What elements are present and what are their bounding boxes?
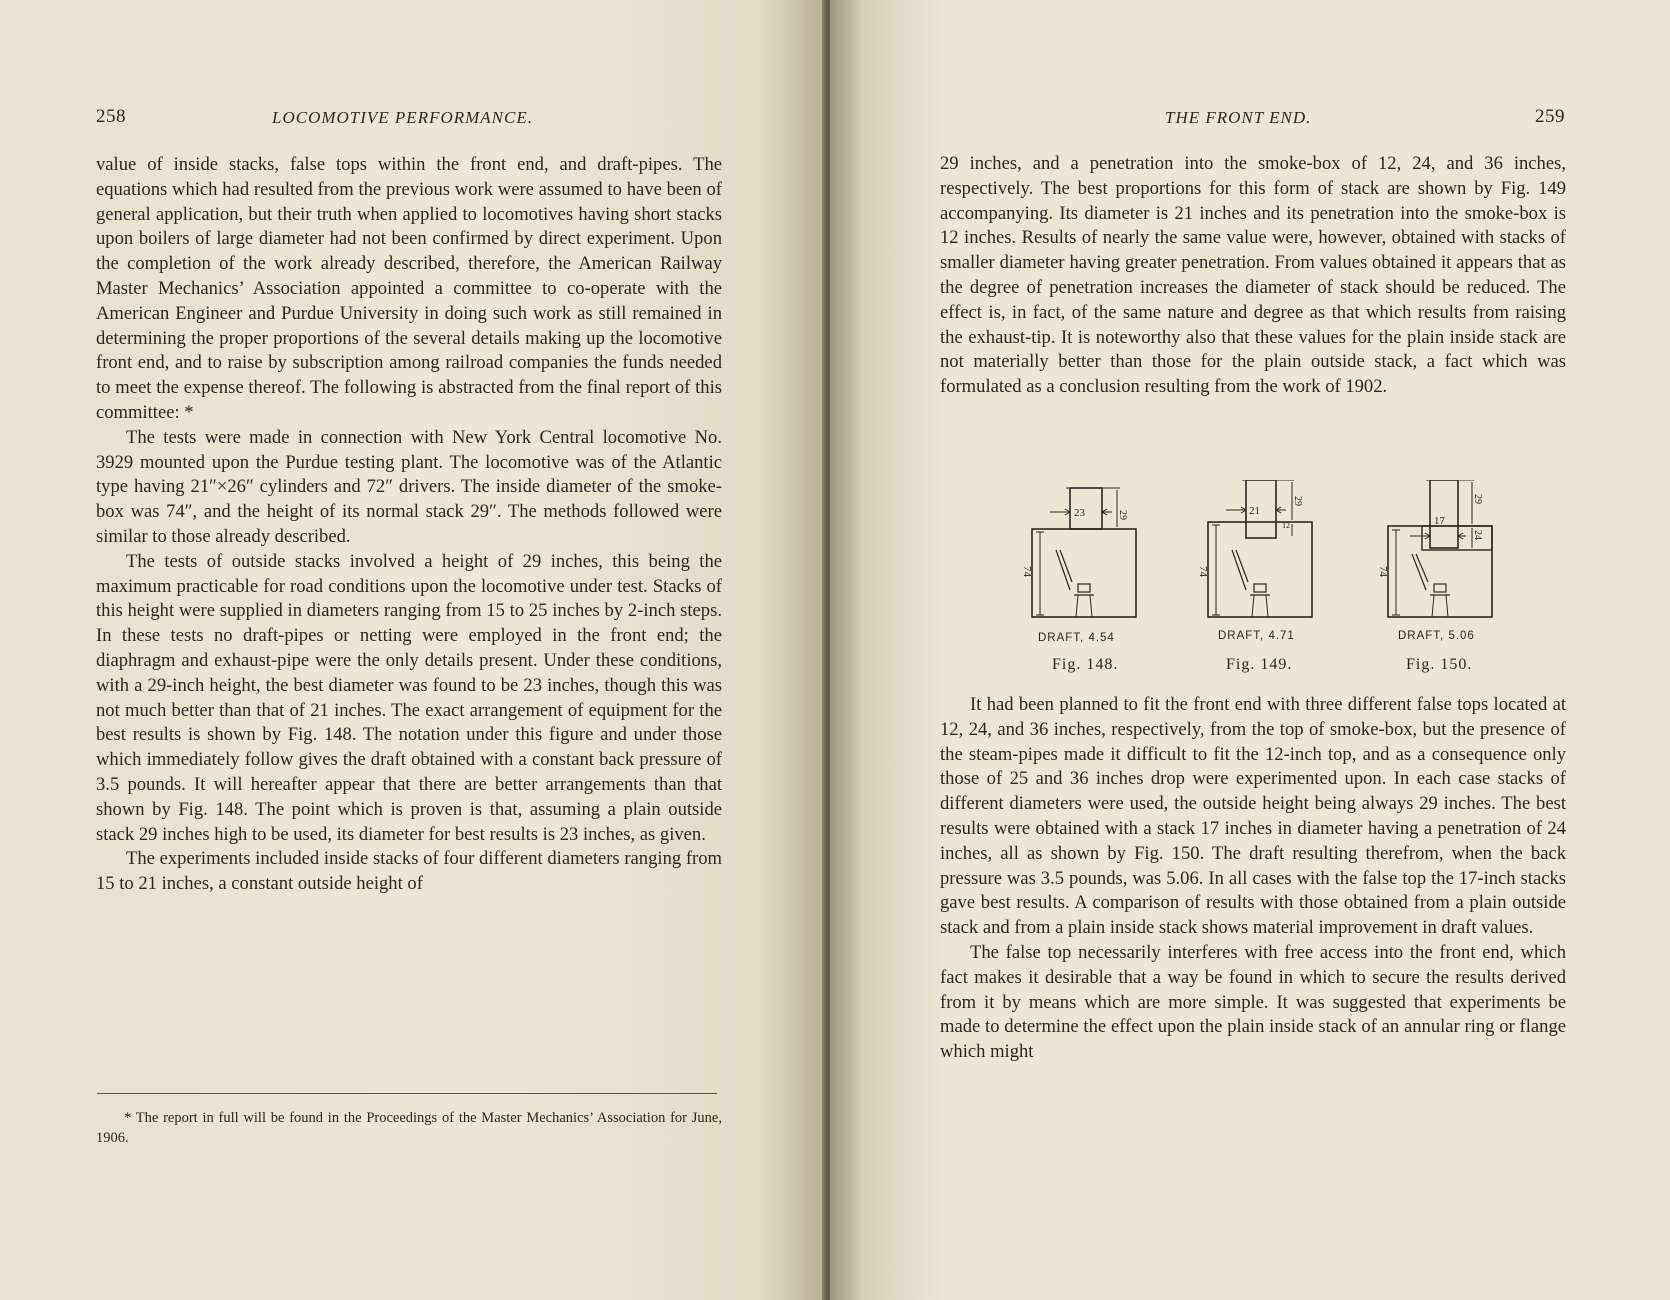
- right-page-number: 259: [1535, 106, 1565, 127]
- fig-149-height-label: 29: [1292, 496, 1303, 506]
- left-paragraph-4: The experiments included inside stacks of four different diameters ranging from 15 to 21 inches, a constant outside height of: [96, 848, 722, 895]
- left-body-text: [96, 153, 722, 897]
- fig-148-smokebox: [1032, 529, 1136, 617]
- fig-149-box-label: 74: [1197, 566, 1209, 577]
- fig-149-smokebox: [1208, 522, 1312, 617]
- right-running-title: THE FRONT END.: [1165, 108, 1312, 127]
- right-paragraph-2: It had been planned to fit the front end with three different false tops located at 12, 24, and 36 inches, respectively, from the top of smoke-box, but the presence of the steam-pipes made it difficult to fit the 12-inch top, and as a consequence only those of 25 and 36 inches drop were experimented upon. In each case stacks of different diameters were used, the outside height being always 29 inches. The best results were obtained with a stack 17 inches in diameter having a penetration of 24 inches, all as shown by Fig. 150. The draft resulting therefrom, when the back pressure was 3.5 pounds, was 5.06. In all cases with the false top the 17-inch stacks gave best results. A comparison of results with those obtained from a plain outside stack and from a plain inside stack shows material improvement in draft values.: [940, 694, 1566, 939]
- left-page: [0, 0, 826, 1300]
- fig-148-box-label: 74: [1021, 566, 1033, 577]
- fig-150-height-label: 29: [1472, 494, 1483, 504]
- fig-148-draft: DRAFT, 4.54: [1038, 632, 1115, 644]
- footnote-rule: [97, 1093, 717, 1094]
- right-paragraph-3: The false top necessarily interferes with free access into the front end, which fact makes it desirable that a way be found in which to secure the results derived from it by means which are more simple. It was suggested that experiments be made to determine the effect upon the plain inside stack of an annular ring or flange which might: [940, 941, 1566, 1063]
- figure-148: [1010, 480, 1200, 680]
- fig-150-box-label: 74: [1377, 566, 1389, 577]
- fig-149-draft: DRAFT, 4.71: [1218, 630, 1295, 642]
- fig-149-pen-label: 12: [1282, 521, 1290, 530]
- fig-148-height-label: 29: [1117, 510, 1128, 520]
- left-paragraph-2: The tests were made in connection with New York Central locomotive No. 3929 mounted upon the Purdue testing plant. The locomotive was of the Atlantic type having 21″×26″ cylinders and 72″ drivers. The inside diameter of the smoke-box was 74″, and the height of its normal stack 29″. The methods followed were similar to those already described.: [96, 426, 722, 547]
- fig-149-caption: Fig. 149.: [1226, 656, 1293, 673]
- fig-148-caption: Fig. 148.: [1052, 656, 1119, 673]
- figure-149: [1186, 480, 1376, 680]
- fig-148-dia-label: 23: [1074, 507, 1085, 519]
- fig-149-diagram: [1186, 480, 1376, 630]
- left-running-title: LOCOMOTIVE PERFORMANCE.: [272, 108, 533, 127]
- left-page-number: 258: [96, 106, 126, 127]
- fig-150-caption: Fig. 150.: [1406, 656, 1473, 673]
- figure-150: [1366, 480, 1556, 680]
- footnote: [96, 1108, 722, 1148]
- right-paragraph-1: 29 inches, and a penetration into the smoke-box of 12, 24, and 36 inches, respectively. The best proportions for this form of stack are shown by Fig. 149 accompanying. Its diameter is 21 inches and its penetration into the smoke-box is 12 inches. Results of nearly the same value were, however, obtained with stacks of smaller diameter having greater penetration. From values obtained it appears that as the degree of penetration increases the diameter of stack should be reduced. The effect is, in fact, of the same nature and degree as that which results from raising the exhaust-tip. It is noteworthy also that these values for the plain inside stack are not materially better than those for the plain outside stack, a fact which was formulated as a conclusion resulting from the work of 1902.: [940, 153, 1566, 398]
- right-body-text-top: [940, 152, 1566, 400]
- fig-150-draft: DRAFT, 5.06: [1398, 630, 1475, 642]
- right-body-text-bottom: [940, 693, 1566, 1065]
- left-paragraph-3: The tests of outside stacks involved a height of 29 inches, this being the maximum practicable for road conditions upon the locomotive under test. Stacks of this height were supplied in diameters ranging from 15 to 25 inches by 2-inch steps. In these tests no draft-pipes or netting were employed in the front end; the diaphragm and exhaust-pipe were the only details present. Under these conditions, with a 29-inch height, the best diameter was found to be 23 inches, though this was not much better than that of 21 inches. The exact arrangement of equipment for the best results is shown by Fig. 148. The notation under this figure and under those which immediately follow gives the draft obtained with a constant back pressure of 3.5 pounds. It will hereafter appear that there are better arrangements than that shown by Fig. 148. The point which is proven is that, assuming a plain outside stack 29 inches high to be used, its diameter for best results is 23 inches, as given.: [96, 550, 722, 845]
- footnote-text: * The report in full will be found in the Proceedings of the Master Mechanics’ Association for June, 1906.: [96, 1110, 722, 1146]
- fig-150-diagram: [1366, 480, 1556, 630]
- fig-148-diagram: [1010, 480, 1200, 630]
- fig-150-dia-label: 17: [1434, 515, 1445, 527]
- fig-150-stack: [1430, 480, 1458, 548]
- left-paragraph-1: value of inside stacks, false tops within the front end, and draft-pipes. The equations which had resulted from the previous work were assumed to have been of general application, but their truth when applied to locomotives having short stacks upon boilers of large diameter had not been confirmed by direct experiment. Upon the completion of the work already described, therefore, the American Railway Master Mechanics’ Association appointed a committee to co-operate with the American Engineer and Purdue University in doing such work as still remained in determining the proper proportions of the several details making up the locomotive front end, and to raise by subscription among railroad companies the funds needed to meet the expense thereof. The following is abstracted from the final report of this committee: *: [96, 154, 722, 423]
- fig-150-pen-label: 24: [1472, 530, 1483, 540]
- fig-149-dia-label: 21: [1249, 505, 1260, 517]
- right-page: [830, 0, 1670, 1300]
